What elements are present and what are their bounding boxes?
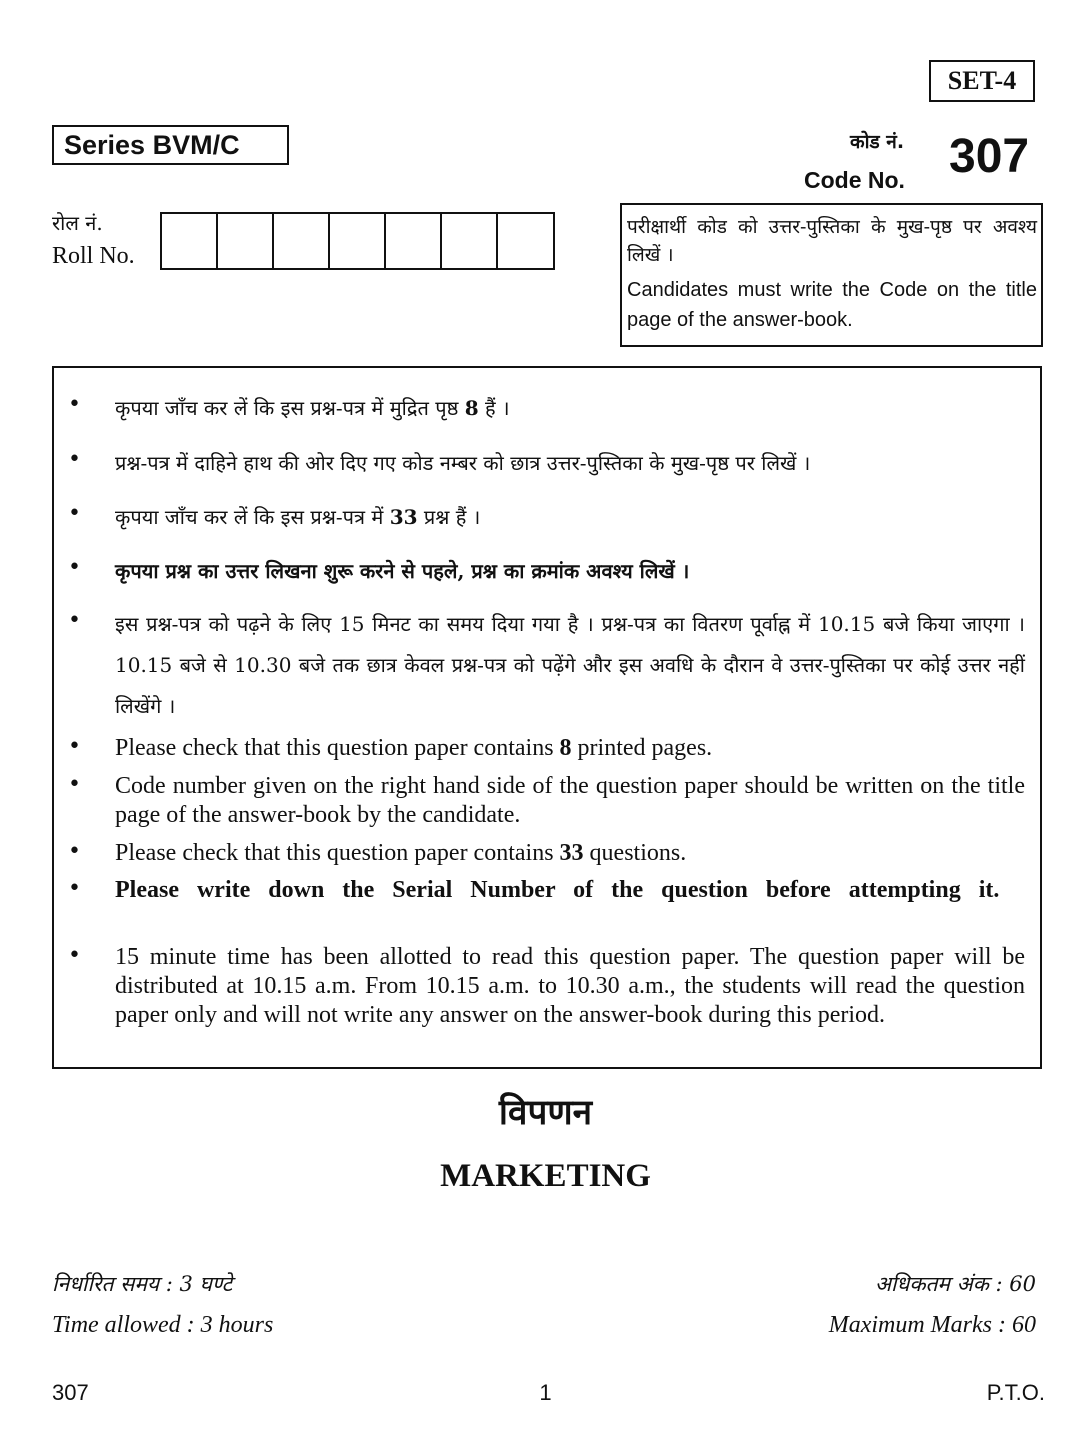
roll-digit-box bbox=[274, 214, 330, 268]
bullet-icon: • bbox=[68, 501, 81, 526]
please-turn-over: P.T.O. bbox=[986, 1380, 1045, 1405]
candidate-note-hindi: परीक्षार्थी कोड को उत्तर-पुस्तिका के मुख-पृष्ठ पर अवश्य लिखें । bbox=[627, 216, 1037, 266]
time-allowed-hindi: निर्धारित समय : 3 घण्टे bbox=[52, 1272, 233, 1296]
roll-digit-box bbox=[386, 214, 442, 268]
instruction-hindi-questions: कृपया जाँच कर लें कि इस प्रश्न-पत्र में 33 प्रश्न हैं । bbox=[115, 505, 481, 529]
instruction-english-serial: Please write down the Serial Number of the question before attempting it. bbox=[115, 877, 1000, 903]
maximum-marks-hindi: अधिकतम अंक : 60 bbox=[874, 1272, 1036, 1296]
code-label-hindi: कोड नं. bbox=[850, 131, 905, 153]
series-label: Series BVM/C bbox=[52, 125, 289, 165]
roll-digit-box bbox=[330, 214, 386, 268]
subject-title-english: MARKETING bbox=[440, 1158, 651, 1194]
roll-number-boxes bbox=[160, 212, 555, 270]
candidate-note-box bbox=[620, 203, 1043, 347]
bullet-icon: • bbox=[68, 555, 81, 580]
instruction-hindi-serial: कृपया प्रश्न का उत्तर लिखना शुरू करने से पहले, प्रश्न का क्रमांक अवश्य लिखें । bbox=[115, 559, 690, 583]
footer-code: 307 bbox=[52, 1380, 89, 1405]
instructions-box bbox=[52, 366, 1042, 1069]
code-number: 307 bbox=[949, 130, 1030, 183]
instruction-hindi-time: इस प्रश्न-पत्र को पढ़ने के लिए 15 मिनट का समय दिया गया है । प्रश्न-पत्र का वितरण पूर्वाह्न में 10.15 बजे किया जाएगा । 10.15 बजे से 10.30 बजे तक छात्र केवल प्रश्न-पत्र को पढ़ेंगे और इस अवधि के दौरान वे उत्तर-पुस्तिका पर कोई उत्तर नहीं लिखेंगे । bbox=[115, 612, 1025, 718]
roll-label-english: Roll No. bbox=[52, 243, 135, 269]
bullet-icon: • bbox=[68, 876, 81, 901]
set-label: SET-4 bbox=[929, 60, 1035, 102]
bullet-icon: • bbox=[68, 392, 81, 417]
roll-label-hindi: रोल नं. bbox=[52, 211, 103, 235]
bullet-icon: • bbox=[68, 943, 81, 968]
bullet-icon: • bbox=[68, 772, 81, 797]
bullet-icon: • bbox=[68, 839, 81, 864]
candidate-note-english: Candidates must write the Code on the title page of the answer-book. bbox=[627, 279, 1037, 331]
roll-digit-box bbox=[498, 214, 553, 268]
code-label-english: Code No. bbox=[804, 167, 905, 193]
instruction-english-questions: Please check that this question paper contains 33 questions. bbox=[115, 840, 687, 866]
instruction-hindi-code: प्रश्न-पत्र में दाहिने हाथ की ओर दिए गए कोड नम्बर को छात्र उत्तर-पुस्तिका के मुख-पृष्ठ पर लिखें । bbox=[115, 451, 811, 475]
subject-title-hindi: विपणन bbox=[498, 1092, 593, 1133]
instruction-english-pages: Please check that this question paper contains 8 printed pages. bbox=[115, 735, 713, 761]
maximum-marks-english: Maximum Marks : 60 bbox=[828, 1312, 1036, 1338]
instruction-english-code: Code number given on the right hand side of the question paper should be written on the title page of the answer-book by the candidate. bbox=[115, 773, 1025, 828]
bullet-icon: • bbox=[68, 608, 81, 633]
time-allowed-english: Time allowed : 3 hours bbox=[52, 1312, 274, 1338]
bullet-icon: • bbox=[68, 447, 81, 472]
roll-digit-box bbox=[218, 214, 274, 268]
roll-digit-box bbox=[162, 214, 218, 268]
instruction-hindi-pages: कृपया जाँच कर लें कि इस प्रश्न-पत्र में मुद्रित पृष्ठ 8 हैं । bbox=[115, 396, 510, 420]
instruction-english-time: 15 minute time has been allotted to read this question paper. The question paper will be distributed at 10.15 a.m. From 10.15 a.m. to 10.30 a.m., the students will read the question paper only and will not write any answer on the answer-book during this period. bbox=[115, 944, 1025, 1028]
page-number: 1 bbox=[539, 1380, 552, 1405]
bullet-icon: • bbox=[68, 734, 81, 759]
roll-digit-box bbox=[442, 214, 498, 268]
